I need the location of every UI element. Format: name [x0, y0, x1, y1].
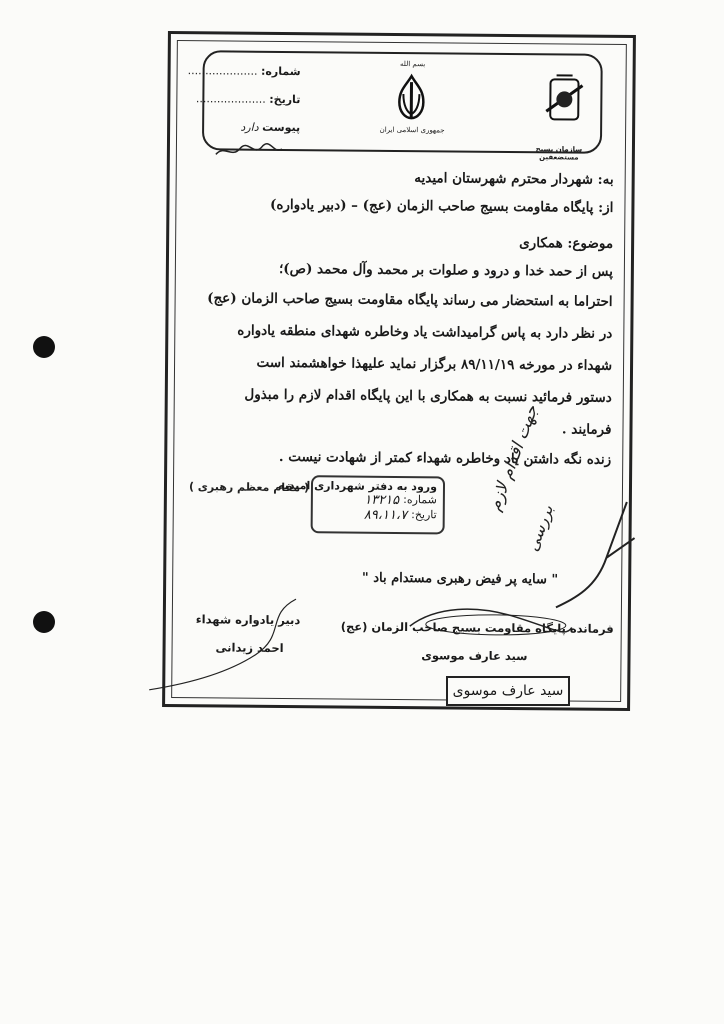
- name-stamp: سید عارف موسوی: [446, 676, 570, 706]
- body-line-2: در نظر دارد به پاس گرامیداشت یاد وخاطره شهدای منطقه یادواره: [237, 322, 613, 342]
- sender-line: از: پایگاه مقاومت بسیج صاحب الزمان (عج) – (دبیر یادواره): [269, 196, 614, 216]
- handwritten-note-2: بررسی: [522, 502, 557, 554]
- number-field: [188, 64, 301, 78]
- handwritten-note-1: جهت اقدام لازم: [484, 402, 543, 514]
- body-line-3: شهداء در مورخه ۸۹/۱۱/۱۹ برگزار نماید علیهذا خواهشمند است: [256, 354, 613, 374]
- letter-body: [191, 164, 614, 468]
- basij-logo-icon: [542, 71, 586, 127]
- secretary-title: دبیر یادواره شهداء: [195, 612, 301, 628]
- emblem-caption: جمهوری اسلامی ایران: [379, 125, 445, 135]
- attachment-label: پیوست: [262, 120, 301, 135]
- date-label: تاریخ:: [269, 92, 301, 107]
- body-line-5: فرمایند .: [561, 421, 612, 438]
- commander-title: فرمانده پایگاه مقاومت بسیج صاحب الزمان (عج): [340, 619, 614, 636]
- letterhead: [187, 50, 603, 162]
- date-field: [196, 92, 301, 106]
- iran-emblem-icon: [391, 72, 431, 122]
- body-line-4: دستور فرمائید نسبت به همکاری با این پایگاه اقدام لازم را مبذول: [244, 386, 612, 406]
- motto-block: [190, 569, 610, 597]
- letter-frame: [162, 31, 636, 711]
- stamp-number-row: [319, 492, 437, 508]
- recipient-line: به: شهردار محترم شهرستان امیدیه: [414, 170, 614, 188]
- date-dots: ....................: [195, 92, 266, 106]
- attachment-signature-icon: [214, 142, 284, 161]
- punch-hole-bottom: [33, 611, 55, 633]
- emblem-top-text: بسم الله: [400, 59, 426, 69]
- commander-name: سید عارف موسوی: [421, 648, 528, 664]
- stamp-number-value: ۱۳۲۱۵: [364, 492, 400, 509]
- logo-caption: سازمان بسیج مستضعفین: [535, 145, 583, 162]
- quote-source: ( مقام معظم رهبری ): [188, 480, 310, 495]
- registry-stamp: [278, 475, 446, 534]
- stamp-date-row: [319, 507, 437, 523]
- greeting-line: پس از حمد خدا و درود و صلوات بر محمد وآل محمد (ص)؛: [278, 260, 613, 280]
- quote-line: زنده نگه داشتن یاد وخاطره شهداء کمتر از شهادت نیست .: [278, 448, 612, 468]
- stamp-title: ورود به دفتر شهرداری امیدیه: [278, 478, 438, 494]
- attachment-value: دارد: [240, 120, 259, 134]
- commander-signature-icon: [406, 596, 576, 647]
- secretary-signature-icon: [145, 594, 316, 695]
- number-dots: ....................: [187, 64, 258, 78]
- stamp-date-value: ۸۹،۱۱،۷: [363, 507, 408, 524]
- motto-line: " سایه پر فیض رهبری مستدام باد ": [361, 570, 559, 588]
- number-label: شماره:: [260, 64, 301, 79]
- body-line-1: احتراما به استحضار می رساند پایگاه مقاومت بسیج صاحب الزمان (عج): [207, 290, 613, 310]
- stamp-date-label: تاریخ:: [411, 508, 437, 522]
- punch-hole-top: [33, 336, 55, 358]
- stamp-number-label: شماره:: [403, 493, 437, 507]
- secretary-name: احمد زیدانی: [215, 640, 284, 656]
- subject-line: موضوع: همکاری: [519, 235, 614, 252]
- attachment-field: [240, 121, 300, 135]
